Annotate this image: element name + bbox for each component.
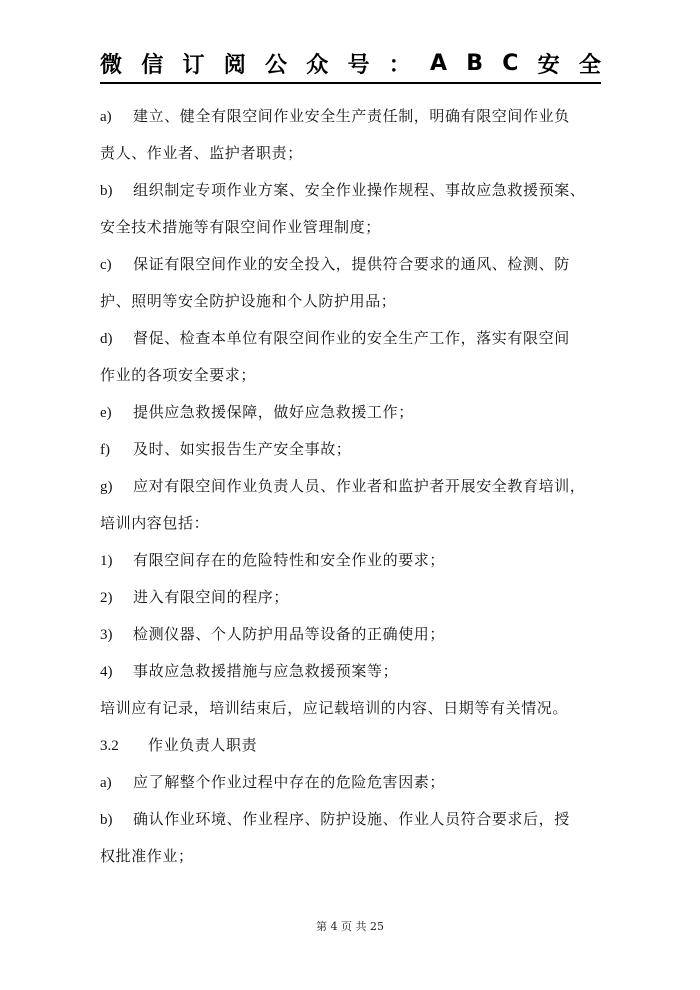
header-char: 阅 [223, 52, 246, 78]
list-item [100, 172, 605, 209]
list-text: 事故应急救援措施与应急救援预案等； [133, 662, 399, 680]
list-marker: 1) [100, 553, 113, 569]
list-item [100, 394, 605, 431]
list-marker: d) [100, 331, 113, 347]
list-text: 有限空间存在的危险特性和安全作业的要求； [133, 551, 446, 569]
list-marker: e) [100, 405, 112, 421]
list-text: 组织制定专项作业方案、安全作业操作规程、事故应急救援预案、 [133, 181, 586, 199]
header-char: ： [388, 52, 411, 78]
numbered-item [100, 579, 605, 616]
list-marker: 4) [100, 664, 113, 680]
list-item-continuation: 权批准作业； [100, 847, 194, 865]
section-heading [100, 727, 605, 764]
list-text: 督促、检查本单位有限空间作业的安全生产工作，落实有限空间 [133, 329, 570, 347]
list-marker: a) [100, 775, 112, 791]
list-item [100, 801, 605, 838]
list-text: 应对有限空间作业负责人员、作业者和监护者开展安全教育培训， [133, 477, 586, 495]
numbered-item [100, 542, 605, 579]
list-item-continuation: 作业的各项安全要求； [100, 366, 257, 384]
section-title: 作业负责人职责 [148, 736, 258, 754]
list-item-continuation: 护、照明等安全防护设施和个人防护用品； [100, 292, 397, 310]
page-footer: 第 4 页 共 25 [316, 920, 384, 933]
header-char: 全 [578, 52, 601, 78]
numbered-item [100, 616, 605, 653]
list-marker: g) [100, 479, 113, 495]
list-marker: c) [100, 257, 112, 273]
list-text: 提供应急救援保障，做好应急救援工作； [133, 403, 414, 421]
list-item [100, 320, 605, 357]
list-item [100, 98, 605, 135]
list-text: 检测仪器、个人防护用品等设备的正确使用； [133, 625, 446, 643]
list-marker: 3) [100, 627, 113, 643]
list-item [100, 431, 605, 468]
header-char: 安 [537, 52, 560, 78]
list-text: 进入有限空间的程序； [133, 588, 290, 606]
list-marker: b) [100, 183, 113, 199]
list-text: 保证有限空间作业的安全投入，提供符合要求的通风、检测、防 [133, 255, 570, 273]
header-char: C [502, 50, 519, 76]
list-item [100, 764, 605, 801]
header-char: 号 [347, 52, 370, 78]
list-text: 应了解整个作业过程中存在的危险危害因素； [133, 773, 446, 791]
list-item-continuation: 培训内容包括： [100, 514, 210, 532]
header-char: 众 [306, 52, 329, 78]
section-number: 3.2 [100, 738, 119, 754]
header-char: 订 [182, 52, 205, 78]
list-item [100, 468, 605, 505]
list-item-continuation: 安全技术措施等有限空间作业管理制度； [100, 218, 381, 236]
header-char: B [466, 50, 484, 76]
header-rule [100, 82, 601, 84]
list-text: 确认作业环境、作业程序、防护设施、作业人员符合要求后，授 [133, 810, 570, 828]
header-char: 公 [265, 52, 288, 78]
list-text: 及时、如实报告生产安全事故； [133, 440, 352, 458]
list-item [100, 246, 605, 283]
list-marker: 2) [100, 590, 113, 606]
header-char: A [430, 50, 448, 76]
document-body [100, 98, 605, 875]
list-marker: b) [100, 812, 113, 828]
page-header [100, 46, 601, 80]
list-item-continuation: 责人、作业者、监护者职责； [100, 144, 303, 162]
numbered-item [100, 653, 605, 690]
training-note: 培训应有记录，培训结束后，应记载培训的内容、日期等有关情况。 [100, 699, 569, 717]
list-marker: a) [100, 109, 112, 125]
header-char: 微 [100, 52, 123, 78]
header-char: 信 [141, 52, 164, 78]
list-text: 建立、健全有限空间作业安全生产责任制，明确有限空间作业负 [133, 107, 570, 125]
list-marker: f) [100, 442, 110, 458]
